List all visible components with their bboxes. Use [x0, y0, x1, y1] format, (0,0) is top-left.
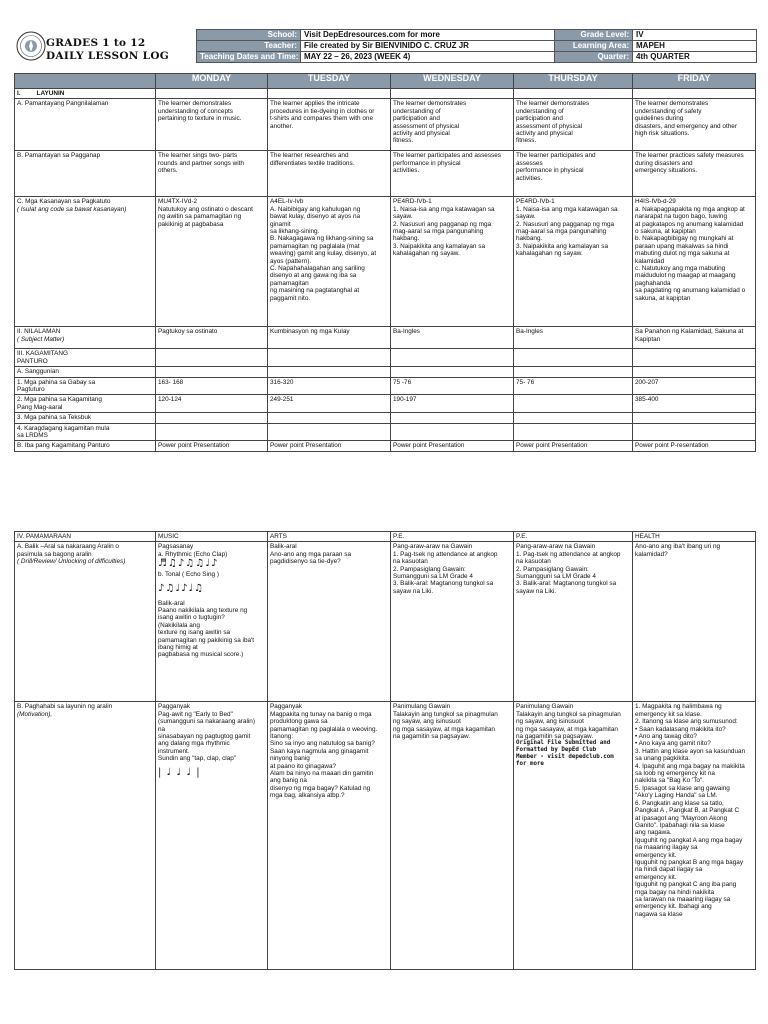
row-learning-competencies [15, 197, 756, 327]
title-line2: DAILY LESSON LOG [46, 50, 170, 62]
row-other-materials [15, 441, 756, 451]
cell-thursday [514, 441, 633, 451]
row-label-text: 4. Karagdagang kagamitan mula sa LRDMS [17, 424, 110, 440]
cell-thursday [514, 367, 633, 377]
row-label-note: (Motivation), [17, 710, 53, 718]
cell-text: Power point P-resentation [635, 442, 709, 450]
cell-thursday [514, 151, 633, 197]
rhythm-notation: ♬♫♪♫♫♩♪ [158, 558, 219, 570]
subject-friday: HEALTH [633, 532, 756, 542]
cell-text: The learner demonstrates understanding of participation and assessment of physical activity and physical fitness. [516, 100, 590, 145]
cell-text: 385-400 [635, 396, 659, 404]
row-label-text: C. Mga Kasanayan sa Pagkatuto [17, 198, 111, 206]
cell-text: Pagganyak Pag-awit ng "Early to Bed" (sumangguni sa nakaraang aralin) na sinasabayan ng pagtugtog gamit ang dalang mga rhythmic instrument. Sundin ang "tap, clap, clap" [158, 703, 255, 763]
cell-friday [633, 151, 756, 197]
cell-monday [156, 197, 268, 327]
cell-friday [633, 327, 756, 349]
section-heading-row [15, 89, 756, 99]
cell-text: Ba-Ingles [516, 328, 543, 336]
section1-heading [15, 89, 156, 99]
row-label-note: ( Subject Matter) [17, 335, 65, 343]
cell-tuesday [268, 151, 391, 197]
section2-heading: IV. PAMAMARAAN [15, 532, 156, 542]
subject-wednesday: P.E. [391, 532, 514, 542]
cell-wednesday [391, 367, 514, 377]
cell-tuesday [268, 542, 391, 702]
procedure-table [14, 531, 756, 970]
cell-text: Power point Presentation [516, 442, 588, 450]
cell-text: Pang-araw-araw na Gawain 1. Pag-tsek ng attendance at angkop na kasuotan 2. Pampasiglang Gawain: Sumangguni sa LM Grade 4 3. Balik-aral: Magtanong tungkol sa sayaw na Liki. [393, 543, 498, 595]
row-label-text: 3. Mga pahina sa Teksbuk [17, 414, 92, 422]
cell-text: PE4RD-IVb-1 1. Naisa-isa ang mga katawagan sa sayaw. 2. Nasusuri ang pagganap ng mga mag-aaral sa mga pangunahing hakbang. 3. Naipakikita ang kamalayan sa kahalagahan ng sayaw. [516, 198, 618, 258]
cell-monday [156, 395, 268, 413]
area-label: Learning Area: [555, 41, 633, 52]
quarter-value: 4th QUARTER [633, 52, 757, 63]
cell-text: Panimulang Gawain Talakayin ang tungkol sa pinagmulan ng sayaw, ang isinusuot ng mga sasayaw, at mga kagamitan na gagamitin sa pagsayaw. [516, 703, 621, 741]
cell-text: The learner applies the intricate procedures in tie-dyeing in clothes or t-shirts and compares them with one another. [270, 100, 375, 130]
cell-wednesday [391, 327, 514, 349]
cell-tuesday [268, 395, 391, 413]
cell-thursday [514, 413, 633, 423]
log-title [46, 37, 206, 63]
cell-text: Ano-ano ang iba't ibang uri ng kalamidad? [635, 543, 721, 558]
row-performance-standards [15, 151, 756, 197]
subject-monday: MUSIC [156, 532, 268, 542]
day-header-blank [15, 74, 156, 89]
cell-monday [156, 441, 268, 451]
cell-wednesday [391, 99, 514, 151]
row-label-text: B. Iba pang Kagamitang Panturo [17, 442, 110, 450]
procedure-row-motivation [15, 702, 756, 970]
cell-text: PE4RD-IVb-1 1. Naisa-isa ang mga katawagan sa sayaw. 2. Nasusuri ang pagganap ng mga mag-aaral sa mga pangunahing hakbang. 3. Naipakikita ang kamalayan sa kahalagahan ng sayaw. [393, 198, 495, 258]
watermark-note: Original File Submitted and Formatted by DepEd Club Member - visit depedclub.com for more [516, 740, 614, 767]
cell-friday [633, 413, 756, 423]
day-header-row [15, 74, 756, 89]
cell-wednesday [391, 377, 514, 395]
cell-text: 316-320 [270, 378, 294, 386]
title-line1: GRADES 1 to 12 [46, 37, 146, 49]
cell-friday [633, 99, 756, 151]
row-references [15, 367, 756, 377]
cell-text: Power point Presentation [158, 442, 230, 450]
row-label-text: B. Pamantayan sa Pagganap [17, 152, 101, 160]
cell-text: A4EL-Iv-Ivb A. Naibibigay ang kahulugan ng bawat kulay, disenyo at ayos na ginamit sa likhang-sining. B. Nakagagawa ng likhang-sining sa pamamagitan ng paglalala (mat weaving) gamit ang kulay, disenyo, at ayos (pattern). C. Napahahalagahan ang sariling disenyo at ang gawa ng iba sa pamamagitan ng masining na pagtatanghal at paggamit nito. [270, 198, 377, 302]
cell-text: The learner practices safety measures during disasters and emergency situations. [635, 152, 744, 175]
cell-wednesday [391, 395, 514, 413]
cell-text: The learner researches and differentiates textile traditions. [270, 152, 355, 167]
cell-text: Power point Presentation [270, 442, 342, 450]
row-label-text: 1. Mga pahina sa Gabay sa Pagtuturo [17, 378, 96, 394]
subject-tuesday: ARTS [268, 532, 391, 542]
row-materials [15, 349, 756, 367]
cell-monday [156, 367, 268, 377]
cell-friday [633, 542, 756, 702]
cell-friday [633, 423, 756, 441]
row-label [15, 197, 156, 327]
cell-text: Panimulang Gawain Talakayin ang tungkol sa pinagmulan ng sayaw, ang isinusuot ng mga sasayaw, at mga kagamitan na gagamitin sa pagsayaw. [393, 703, 498, 741]
cell-text: 120-124 [158, 396, 182, 404]
cell-tuesday [268, 197, 391, 327]
cell-tuesday [268, 367, 391, 377]
row-label-text: A. Sanggunian [17, 368, 59, 376]
cell-friday [633, 367, 756, 377]
cell-wednesday [391, 151, 514, 197]
row-label [15, 542, 156, 702]
review-text: Balik-aral Paano nakikilala ang texture ng isang awitin o tugtugin? (Nakikilala ang texture ng isang awitin sa pamamagitan ng pakikinig sa iba't ibang himig at pagbabasa ng musical score.) [158, 599, 255, 659]
cell-thursday [514, 197, 633, 327]
cell-friday [633, 349, 756, 367]
cell-thursday [514, 349, 633, 367]
quarter-label: Quarter: [555, 52, 633, 63]
row-learner-material-pages [15, 395, 756, 413]
cell-monday [156, 377, 268, 395]
cell-wednesday [391, 413, 514, 423]
cell-text: Pang-araw-araw na Gawain 1. Pag-tsek ng attendance at angkop na kasuotan 2. Pampasiglang Gawain: Sumangguni sa LM Grade 4 3. Balik-aral: Magtanong tungkol sa sayaw na Liki. [516, 543, 621, 595]
clap-notation: | ♩ ♩ ♩ | [158, 766, 201, 778]
cell-tuesday [268, 99, 391, 151]
cell-wednesday [391, 542, 514, 702]
deped-seal-icon [16, 31, 46, 61]
cell-text: 75- 76 [516, 378, 535, 386]
day-wednesday: WEDNESDAY [391, 74, 514, 89]
cell-text: 200-207 [635, 378, 659, 386]
day-friday: FRIDAY [633, 74, 756, 89]
teacher-label: Teacher: [197, 41, 301, 52]
cell-monday [156, 327, 268, 349]
procedure-heading-row [15, 532, 756, 542]
row-label [15, 367, 156, 377]
objectives-table [14, 73, 756, 452]
grade-label: Grade Level: [555, 30, 633, 41]
day-monday: MONDAY [156, 74, 268, 89]
cell-monday [156, 151, 268, 197]
cell-text: Pagsasanay a. Rhythmic (Echo Clap) [158, 543, 228, 558]
row-label [15, 423, 156, 441]
cell-thursday [514, 395, 633, 413]
row-teacher-guide-pages [15, 377, 756, 395]
teacher-value: File created by Sir BIENVINIDO C. CRUZ JR [301, 41, 555, 52]
dates-value: MAY 22 – 26, 2023 (WEEK 4) [301, 52, 555, 63]
cell-text: The learner demonstrates understanding of concepts pertaining to texture in music. [158, 100, 242, 123]
section1-num: I. [17, 90, 21, 97]
grade-value: IV [633, 30, 757, 41]
day-thursday: THURSDAY [514, 74, 633, 89]
row-label-text: B. Paghahabi sa layunin ng aralin [17, 703, 113, 711]
cell-monday [156, 349, 268, 367]
row-label [15, 349, 156, 367]
row-label-text: II. NILALAMAN [17, 328, 61, 336]
cell-text: The learner demonstrates understanding of participation and assessment of physical activity and physical fitness. [393, 100, 467, 145]
row-label [15, 99, 156, 151]
cell-text: 190-197 [393, 396, 417, 404]
section1-title: LAYUNIN [36, 90, 65, 97]
cell-text: The learner demonstrates understanding of safety guidelines during disasters, and emergency and other high risk situations. [635, 100, 737, 138]
cell-friday [633, 441, 756, 451]
cell-text: Pagganyak Magpakita ng tunay na banig o mga produktong gawa sa pamamagitan ng paglalala o weoving. Itanong: Sino sa inyo ang natutulog sa banig? Saan kaya nagmula ang ginagamit ninyong banig at paano ito ginagawa? Alam ba ninyo na maaari din gamitin ang banig na disenyo ng mga bagay? Katulad ng mga bag, alkansiya atbp.? [270, 703, 378, 800]
cell-text: The learner participates and assesses performance in physical activities. [516, 152, 596, 182]
cell-tuesday [268, 349, 391, 367]
cell-text: 163- 168 [158, 378, 184, 386]
cell-thursday [514, 702, 633, 970]
cell-wednesday [391, 702, 514, 970]
dates-label: Teaching Dates and Time: [197, 52, 301, 63]
cell-text: MU4TX-IVd-2 Natutukoy ang ostinato o descant ng awitin sa pamamagitan ng pakikinig at pagbabasa [158, 198, 253, 228]
row-lrdms-materials [15, 423, 756, 441]
subject-thursday: P.E. [514, 532, 633, 542]
cell-tuesday [268, 441, 391, 451]
cell-friday [633, 395, 756, 413]
row-textbook-pages [15, 413, 756, 423]
cell-thursday [514, 542, 633, 702]
row-label [15, 395, 156, 413]
cell-monday [156, 702, 268, 970]
row-label [15, 413, 156, 423]
school-value: Visit DepEdresources.com for more [301, 30, 555, 41]
row-subject-matter [15, 327, 756, 349]
cell-tuesday [268, 413, 391, 423]
cell-text: H4IS-IVb-d-29 a. Nakapagpapakita ng mga angkop at nararapat na tugon bago, tuwing at pagkatapos ng anumang kalamidad o sakuna, at kapiptan b. Nakapagbibigay ng mungkahi at paraan upang makaiwas sa hindi mabuting dulot ng mga sakuna at kalamidad c. Natutukoy ang mga mabuting maidudulot ng maagap at maagang paghahanda sa pagdating ng anumang kalamidad o sakuna, at kapiptan [635, 198, 746, 302]
cell-tuesday [268, 423, 391, 441]
cell-wednesday [391, 423, 514, 441]
cell-text: Ba-Ingles [393, 328, 420, 336]
row-label-text: A. Balik –Aral sa nakaraang Aralin o pasimula sa bagong aralin [17, 543, 119, 558]
cell-text: Pagtukoy sa ostinato [158, 328, 218, 336]
tonal-notation: ♪♫♩♪♩♫ [158, 582, 205, 594]
cell-wednesday [391, 349, 514, 367]
row-label-note: ( Drill/Review/ Unlocking of difficulties) [17, 558, 126, 566]
row-label-text: 2. Mga pahina sa Kagamitang Pang Mag-aaral [17, 396, 102, 411]
row-content-standards [15, 99, 756, 151]
cell-text: Sa Panahon ng Kalamidad, Sakuna at Kapiptan [635, 328, 744, 343]
cell-thursday [514, 99, 633, 151]
cell-thursday [514, 327, 633, 349]
area-value: MAPEH [633, 41, 757, 52]
row-label [15, 151, 156, 197]
cell-thursday [514, 423, 633, 441]
cell-monday [156, 542, 268, 702]
cell-monday [156, 423, 268, 441]
cell-text: Kumbinasyon ng mga Kulay [270, 328, 350, 336]
row-label [15, 441, 156, 451]
cell-friday [633, 702, 756, 970]
cell-text: Power point Presentation [393, 442, 465, 450]
cell-friday [633, 377, 756, 395]
cell-text: 1. Magpakita ng halimbawa ng emergency kit sa klase. 2. Itanong sa klase ang sumusunod: • Saan kadalasang makikita ito? • Ano ang tawag dito? • Ano kaya ang gamit nito? 3. Hattin ang klase ayon sa kasunduan sa unang pagkikita. 4. Ipaguhit ang mga bagay na makikita sa loob ng emergency kit na nakikita sa "Bag Ko 'To". 5. Ipasagot sa klase ang gawaing "Ako'y Laging Handa" sa LM. 6. Pangkatin ang klase sa tatlo, Pangkat A , Pangkat B, at Pangkat C at ipasagot ang "Mayroon Akong Ganito". Ipabahagi nila sa klase ang nagawa. Iguguhit ng pangkat A ang mga bagay na maaaring ilagay sa emergency kit. Iguguhit ng pangkat B ang mga bagay na hindi dapat ilagay sa emergency kit. Iguguhit ng pangkat C ang iba pang mga bagay na hindi nakikita sa larawan na maaaring ilagay sa emergency kit. Ibahagi ang nagawa sa klase [635, 703, 746, 918]
day-tuesday: TUESDAY [268, 74, 391, 89]
cell-tuesday [268, 377, 391, 395]
cell-text: The learner participates and assesses performance in physical activities. [393, 152, 501, 175]
cell-text: 249-251 [270, 396, 294, 404]
cell-text: 75 -76 [393, 378, 412, 386]
header-meta-table [196, 29, 757, 63]
cell-wednesday [391, 197, 514, 327]
row-label-note: ( Isulat ang code sa bawat kasanayan) [17, 205, 127, 213]
cell-friday [633, 197, 756, 327]
row-label [15, 327, 156, 349]
procedure-row-review [15, 542, 756, 702]
cell-monday [156, 99, 268, 151]
cell-monday [156, 413, 268, 423]
cell-tuesday [268, 702, 391, 970]
row-label-text: A. Pamantayang Pangnilalaman [17, 100, 109, 108]
row-label-text: III. KAGAMITANG PANTURO [17, 350, 69, 365]
cell-text: Balik-aral Ano-ano ang mga paraan sa pagdidisenyo sa tie-dye? [270, 543, 352, 566]
cell-text: The learner sings two- parts rounds and partner songs with others. [158, 152, 244, 175]
cell-wednesday [391, 441, 514, 451]
cell-thursday [514, 377, 633, 395]
row-label [15, 377, 156, 395]
tonal-label: b. Tonal ( Echo Sing ) [158, 571, 219, 579]
row-label [15, 702, 156, 970]
cell-tuesday [268, 327, 391, 349]
school-label: School: [197, 30, 301, 41]
